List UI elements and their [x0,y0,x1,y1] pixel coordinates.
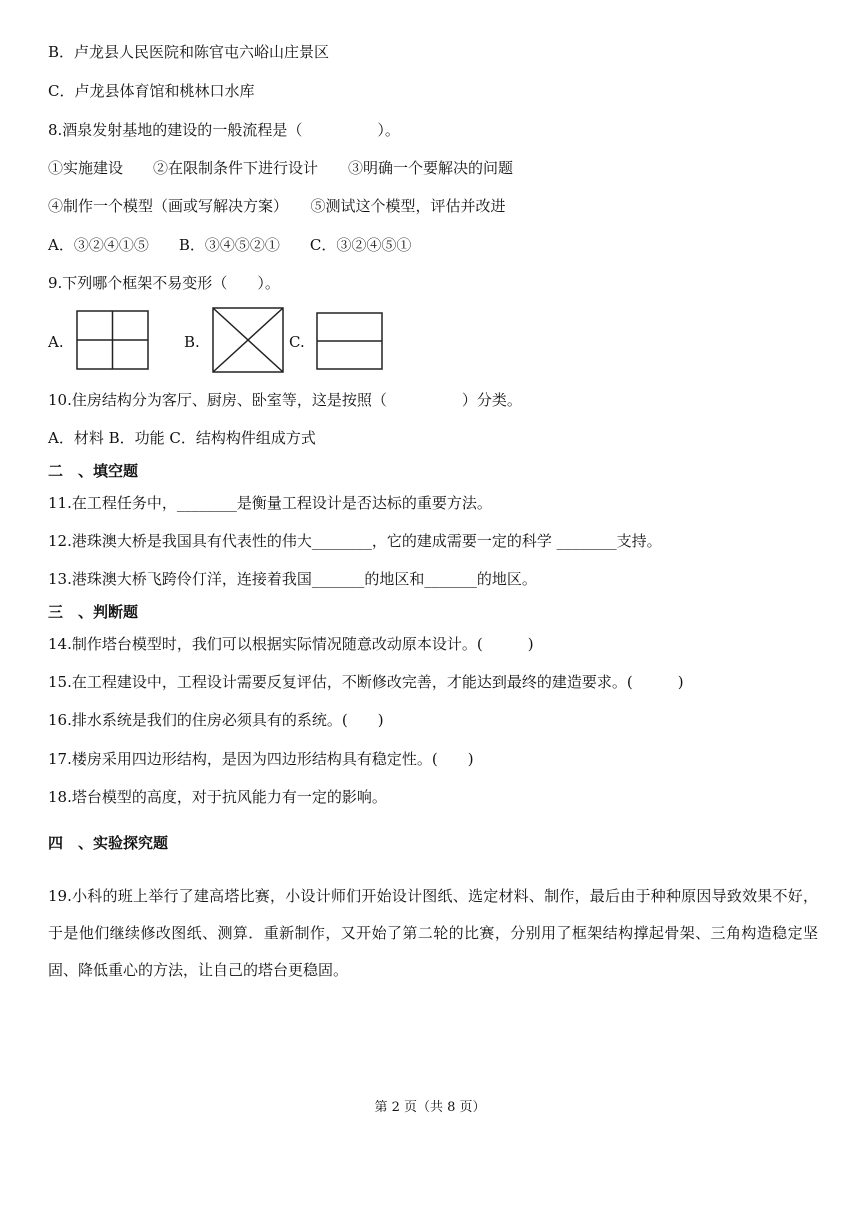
question-10-options: A．材料 B．功能 C．结构构件组成方式 [48,429,316,447]
question-11: 11.在工程任务中，________是衡量工程设计是否达标的重要方法。 [48,494,492,512]
question-8-steps-1: ①实施建设 ②在限制条件下进行设计 ③明确一个要解决的问题 [48,159,514,177]
section-4-heading: 四 、实验探究题 [48,834,169,852]
section-2-heading: 二 、填空题 [48,462,139,480]
question-9-option-a-label: A. [48,333,64,351]
section-3-heading: 三 、判断题 [48,603,139,621]
question-9-option-b-label: B. [184,333,200,351]
question-17: 17.楼房采用四边形结构，是因为四边形结构具有稳定性。( ) [48,750,474,768]
cross-braced-frame-figure [212,307,284,373]
question-18: 18.塔台模型的高度，对于抗风能力有一定的影响。 [48,788,387,806]
question-16: 16.排水系统是我们的住房必须具有的系统。( ) [48,711,384,729]
question-8-steps-2: ④制作一个模型（画或写解决方案） ⑤测试这个模型，评估并改进 [48,197,506,215]
question-9: 9.下列哪个框架不易变形（ ）。 [48,274,280,292]
question-13: 13.港珠澳大桥飞跨伶仃洋，连接着我国_______的地区和_______的地区。 [48,570,537,588]
question-14: 14.制作塔台模型时，我们可以根据实际情况随意改动原本设计。( ) [48,635,534,653]
question-10: 10.住房结构分为客厅、厨房、卧室等，这是按照（ ）分类。 [48,391,522,409]
question-8-options: A．③②④①⑤ B．③④⑤②① C．③②④⑤① [48,236,412,254]
option-b-line: B．卢龙县人民医院和陈官屯六峪山庄景区 [48,43,330,61]
question-15: 15.在工程建设中，工程设计需要反复评估，不断修改完善，才能达到最终的建造要求。( ) [48,673,684,691]
page-footer: 第 2 页（共 8 页） [374,1100,486,1115]
question-8: 8.酒泉发射基地的建设的一般流程是（ ）。 [48,121,400,139]
split-frame-figure [316,312,383,370]
question-12: 12.港珠澳大桥是我国具有代表性的伟大________，它的建成需要一定的科学 ________支持。 [48,532,662,550]
option-c-line: C．卢龙县体育馆和桃林口水库 [48,82,255,100]
question-9-option-c-label: C. [289,333,305,351]
grid-frame-figure [76,310,149,370]
question-19: 19.小科的班上举行了建高塔比赛，小设计师们开始设计图纸、选定材料、制作，最后由于种种原因导致效果不好，于是他们继续修改图纸、测算．重新制作，又开始了第二轮的比赛，分别用了框架结构撑起骨架、三角构造稳定坚固、降低重心的方法，让自己的塔台更稳固。 [48,887,818,979]
